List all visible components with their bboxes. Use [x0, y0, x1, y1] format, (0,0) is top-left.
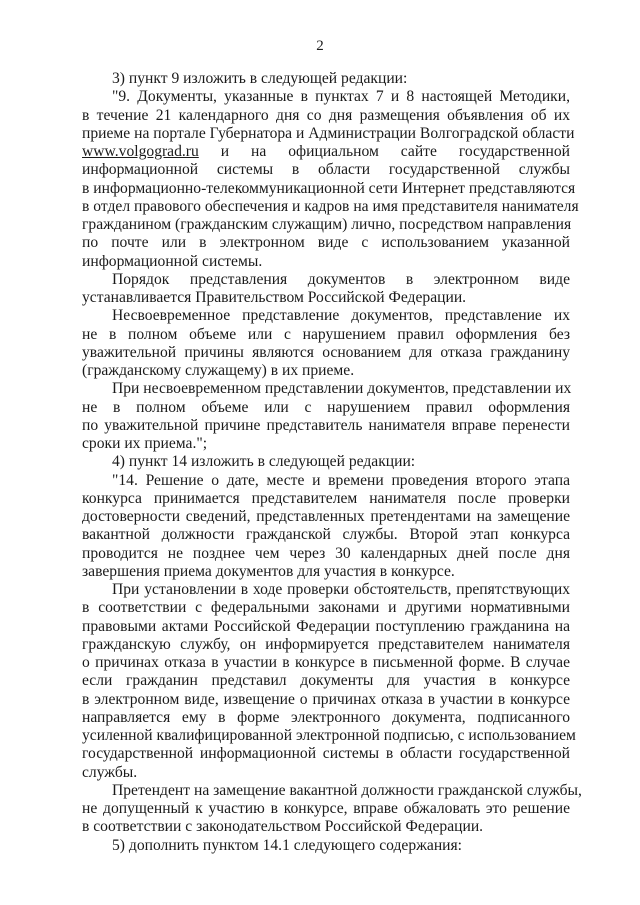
text-line: www.volgograd.ru и на официальном сайте государственной — [82, 143, 570, 160]
text-line: направляется ему в форме электронного документа, подписанного — [82, 708, 570, 726]
text-line: достоверности сведений, представленных претендентами на замещение — [82, 508, 570, 525]
text-line: не допущенный к участию в конкурсе, вправе обжаловать это решение — [82, 800, 570, 817]
text-line: устанавливается Правительством Российской Федерации. — [82, 289, 467, 306]
text-line: Претендент на замещение вакантной должности гражданской службы, — [112, 781, 582, 799]
text-line: 4) пункт 14 изложить в следующей редакции: — [112, 453, 416, 471]
text-line: государственной информационной системы в области государственной — [82, 745, 570, 763]
text-line: гражданином (гражданским служащим) лично, посредством направления — [82, 216, 572, 233]
text-line: о причинах отказа в участии в конкурсе в письменной форме. В случае — [82, 654, 570, 671]
text-line: в соответствии с федеральными законами и другими нормативными — [82, 599, 570, 617]
page-number: 2 — [316, 38, 324, 54]
text-line: в информационно-телекоммуникационной сети Интернет представляются — [82, 179, 576, 197]
text-line: в соответствии с законодательством Российской Федерации. — [82, 818, 484, 836]
text-line: завершения приема документов для участия в конкурсе. — [82, 562, 455, 580]
text-line: по уважительной причине представитель нанимателя вправе перенести — [82, 416, 570, 434]
text-line: информационной системы в области государственной службы — [82, 161, 570, 179]
text-line: (гражданскому служащему) в их приеме. — [82, 362, 355, 379]
text-line: При несвоевременном представлении документов, представлении их — [112, 380, 572, 398]
text-line: "9. Документы, указанные в пунктах 7 и 8 настоящей Методики, — [112, 88, 570, 106]
text-line: в течение 21 календарного дня со дня размещения объявления об их — [82, 106, 570, 124]
text-line: информационной системы. — [82, 252, 263, 270]
text-line: в электронном виде, извещение о причинах отказа в участии в конкурсе — [82, 690, 570, 708]
text-line: усиленной квалифицированной электронной подписью, с использованием — [82, 727, 576, 744]
text-line: уважительной причины являются основанием для отказа гражданину — [82, 343, 570, 361]
text-line: если гражданин представил документы для участия в конкурсе — [82, 672, 570, 690]
text-line: правовыми актами Российской Федерации поступлению гражданина на — [82, 617, 570, 635]
text-line: не в полном объеме или с нарушением правил оформления без — [82, 325, 570, 343]
document-body — [82, 70, 582, 855]
website-link[interactable]: www.volgograd.ru — [82, 143, 199, 160]
text-line: конкурса принимается представителем нанимателя после проверки — [82, 489, 570, 507]
text-line: службы. — [82, 763, 138, 781]
text-line: Несвоевременное представление документов, представление их — [112, 307, 570, 325]
text-line: "14. Решение о дате, месте и времени проведения второго этапа — [112, 471, 570, 489]
text-line: гражданскую службу, он информируется представителем нанимателя — [82, 635, 570, 653]
text-line: в отдел правового обеспечения и кадров на имя представителя нанимателя — [82, 197, 579, 215]
text-line: не в полном объеме или с нарушением правил оформления — [82, 398, 570, 416]
text-line: вакантной должности гражданской службы. Второй этап конкурса — [82, 526, 570, 544]
text-line: 5) дополнить пунктом 14.1 следующего содержания: — [112, 836, 463, 854]
text-line: Порядок представления документов в электронном виде — [112, 270, 570, 288]
text-line: сроки их приема."; — [82, 435, 208, 452]
text-line: При установлении в ходе проверки обстоятельств, препятствующих — [112, 581, 570, 598]
text-line: приеме на портале Губернатора и Администрации Волгоградской области — [82, 124, 575, 142]
text-line: проводится не позднее чем через 30 календарных дней после дня — [82, 544, 570, 562]
text-line: 3) пункт 9 изложить в следующей редакции: — [112, 70, 408, 87]
text-line: по почте или в электронном виде с использованием указанной — [82, 234, 570, 252]
